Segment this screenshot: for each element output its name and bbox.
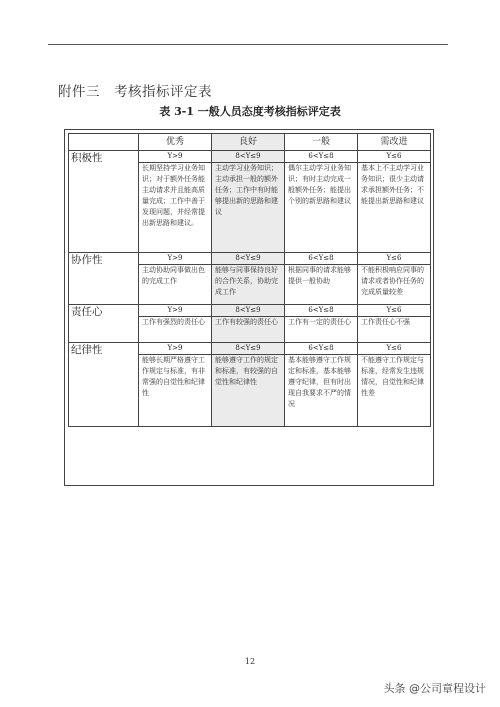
table-caption: 表 3-1 一般人员态度考核指标评定表	[159, 105, 341, 118]
appendix-heading	[58, 80, 212, 100]
table-row-score	[69, 343, 431, 355]
description-cell: 偶尔主动学习业务知识；有时主动完成一般额外任务；能提出个别的新思路和建议	[285, 163, 358, 253]
header-cell-excellent: 优秀	[139, 134, 212, 151]
header-cell-average: 一般	[285, 134, 358, 151]
row-head-cooperation: 协作性	[69, 253, 139, 305]
score-cell: 6<Y≤8	[285, 305, 358, 317]
description-cell: 工作责任心不强	[358, 317, 431, 343]
score-cell: Y≤6	[358, 253, 431, 265]
score-cell: 6<Y≤8	[285, 343, 358, 355]
table-row-score	[69, 305, 431, 317]
table-header-row	[69, 134, 431, 151]
description-cell: 根据同事的请求能够提供一般协助	[285, 265, 358, 305]
description-cell: 工作有较强的责任心	[212, 317, 285, 343]
description-cell: 不能积极响应同事的请求或者协作任务的完成质量较差	[358, 265, 431, 305]
score-cell: 6<Y≤8	[285, 253, 358, 265]
score-cell: Y≤6	[358, 305, 431, 317]
appendix-title: 考核指标评定表	[114, 84, 212, 100]
description-cell: 能够长期严格遵守工作规定与标准，有非常强的自觉性和纪律性	[139, 355, 212, 427]
table-row-score	[69, 151, 431, 163]
description-cell: 基本上不主动学习业务知识；很少主动请求承担额外任务；不能提出新思路和建议	[358, 163, 431, 253]
appendix-label: 附件三	[58, 84, 100, 100]
description-cell: 主动学习业务知识；主动承担一般的额外任务；工作中有时能够提出新的思路和建议	[212, 163, 285, 253]
header-cell-blank	[69, 134, 139, 151]
watermark: 头条 @公司章程设计	[383, 682, 486, 695]
score-cell: Y>9	[139, 343, 212, 355]
score-cell: Y≤6	[358, 343, 431, 355]
description-cell: 基本能够遵守工作规定和标准，基本能够遵守纪律，但有时出现自我要求不严的情况	[285, 355, 358, 427]
score-cell: 8<Y≤9	[212, 343, 285, 355]
header-cell-needs-improvement: 需改进	[358, 134, 431, 151]
score-cell: Y>9	[139, 305, 212, 317]
row-head-discipline: 纪律性	[69, 343, 139, 427]
row-head-initiative: 积极性	[69, 151, 139, 253]
score-cell: Y>9	[139, 151, 212, 163]
score-cell: Y≤6	[358, 151, 431, 163]
score-cell: 8<Y≤9	[212, 305, 285, 317]
description-cell: 工作有强烈的责任心	[139, 317, 212, 343]
score-cell: 8<Y≤9	[212, 151, 285, 163]
table-row-score	[69, 253, 431, 265]
page-number: 12	[244, 657, 256, 666]
header-rule	[48, 44, 448, 45]
description-cell: 不能遵守工作规定与标准，经常发生违规情况，自觉性和纪律性差	[358, 355, 431, 427]
score-cell: Y>9	[139, 253, 212, 265]
score-cell: 6<Y≤8	[285, 151, 358, 163]
score-cell: 8<Y≤9	[212, 253, 285, 265]
row-head-responsibility: 责任心	[69, 305, 139, 343]
header-cell-good: 良好	[212, 134, 285, 151]
evaluation-table	[68, 133, 431, 427]
description-cell: 主动协助同事做出色的完成工作	[139, 265, 212, 305]
description-cell: 工作有一定的责任心	[285, 317, 358, 343]
description-cell: 长期坚持学习业务知识；对于额外任务能主动请求并且能高质量完成；工作中善于发现问题，并经常提出新思路和建议。	[139, 163, 212, 253]
description-cell: 能够遵守工作的规定和标准，有较强的自觉性和纪律性	[212, 355, 285, 427]
description-cell: 能够与同事保持良好的合作关系，协助完成工作	[212, 265, 285, 305]
